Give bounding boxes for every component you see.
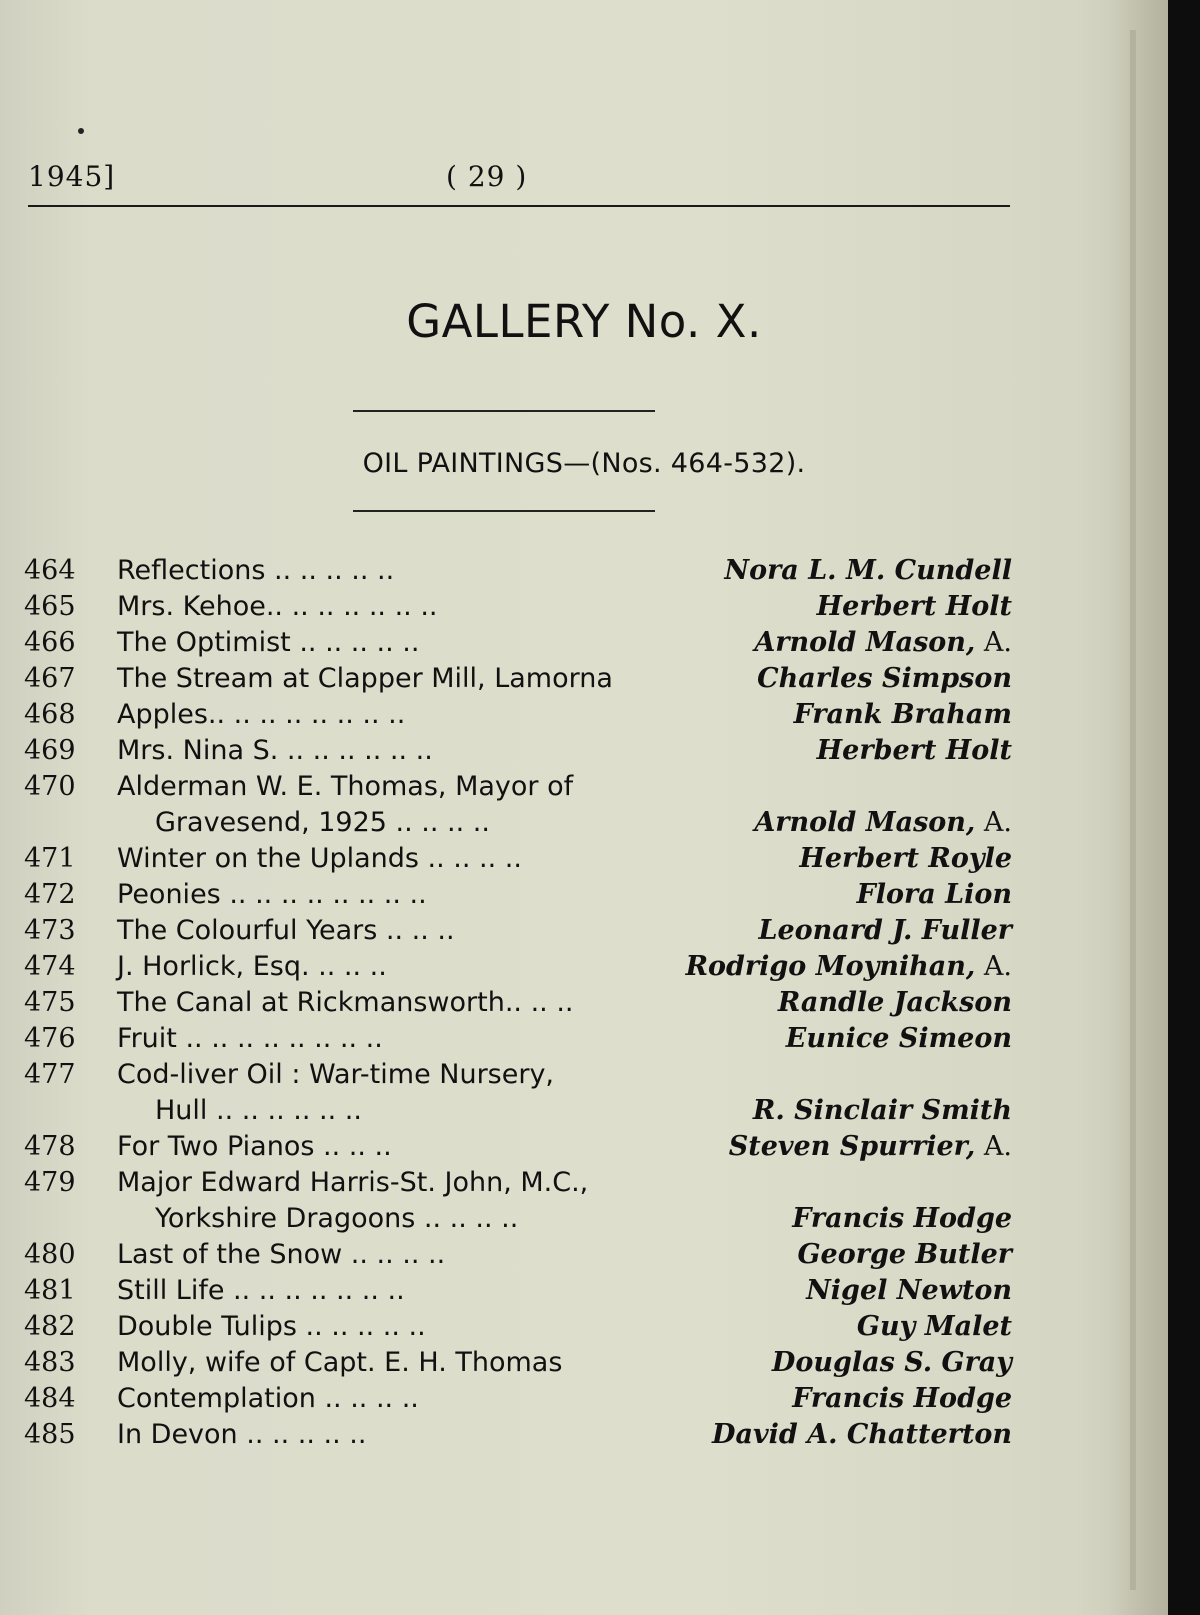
catalogue-entry — [24, 1057, 1012, 1129]
entry-title: Molly, wife of Capt. E. H. Thomas — [117, 1347, 563, 1378]
entry-number: 483 — [24, 1347, 76, 1378]
entry-artist — [792, 1201, 1012, 1237]
artist-name: Herbert Royle — [799, 843, 1012, 874]
title-rule — [353, 410, 655, 412]
artist-name: Rodrigo Moynihan, — [685, 951, 976, 982]
entry-title-continued: Yorkshire Dragoons .. .. .. .. — [155, 1203, 519, 1234]
catalogue-entry — [24, 697, 1012, 733]
entry-number: 466 — [24, 627, 76, 658]
entry-artist — [772, 1345, 1012, 1381]
painting-list — [24, 553, 1012, 1453]
gallery-title: GALLERY No. X. — [406, 295, 762, 348]
catalogue-entry — [24, 553, 1012, 589]
artist-name: George Butler — [797, 1239, 1012, 1270]
entry-title: Mrs. Nina S. .. .. .. .. .. .. — [117, 735, 433, 766]
entry-number: 480 — [24, 1239, 76, 1270]
entry-title: Last of the Snow .. .. .. .. — [117, 1239, 446, 1270]
header-rule — [28, 205, 1010, 207]
artist-name: Arnold Mason, — [754, 807, 976, 838]
entry-artist — [857, 877, 1012, 913]
catalogue-entry — [24, 733, 1012, 769]
subtitle-rule — [353, 510, 655, 512]
entry-artist — [757, 661, 1012, 697]
catalogue-entry — [24, 1273, 1012, 1309]
entry-number: 473 — [24, 915, 76, 946]
entry-title: The Optimist .. .. .. .. .. — [117, 627, 420, 658]
section-subtitle: OIL PAINTINGS—(Nos. 464-532). — [362, 448, 806, 479]
artist-name: Herbert Holt — [816, 735, 1012, 766]
catalogue-entry — [24, 1381, 1012, 1417]
artist-name: Randle Jackson — [777, 987, 1012, 1018]
entry-artist — [857, 1309, 1012, 1345]
artist-name: Douglas S. Gray — [771, 1347, 1012, 1378]
entry-artist — [712, 1417, 1012, 1453]
entry-title: J. Horlick, Esq. .. .. .. — [117, 951, 387, 982]
entry-title: The Colourful Years .. .. .. — [117, 915, 455, 946]
running-header — [28, 160, 1010, 200]
entry-artist — [786, 1021, 1012, 1057]
artist-name: Herbert Holt — [816, 591, 1012, 622]
entry-title: Mrs. Kehoe.. .. .. .. .. .. .. — [117, 591, 438, 622]
entry-number: 479 — [24, 1167, 76, 1198]
entry-artist — [729, 1129, 1012, 1165]
entry-title: Fruit .. .. .. .. .. .. .. .. — [117, 1023, 383, 1054]
artist-suffix: A. — [975, 627, 1012, 658]
entry-artist — [794, 697, 1012, 733]
catalogue-entry — [24, 1345, 1012, 1381]
entry-title: Double Tulips .. .. .. .. .. — [117, 1311, 426, 1342]
catalogue-entry — [24, 625, 1012, 661]
entry-title: Cod-liver Oil : War-time Nursery, — [117, 1059, 555, 1090]
entry-number: 464 — [24, 555, 76, 586]
entry-number: 478 — [24, 1131, 76, 1162]
entry-title: For Two Pianos .. .. .. — [117, 1131, 392, 1162]
entry-number: 471 — [24, 843, 76, 874]
artist-name: Francis Hodge — [792, 1203, 1012, 1234]
catalogue-entry — [24, 949, 1012, 985]
entry-artist — [778, 985, 1012, 1021]
entry-artist — [754, 625, 1012, 661]
artist-name: Flora Lion — [856, 879, 1012, 910]
entry-artist — [806, 1273, 1012, 1309]
entry-title-continued: Hull .. .. .. .. .. .. — [155, 1095, 362, 1126]
entry-number: 474 — [24, 951, 76, 982]
entry-title: The Stream at Clapper Mill, Lamorna — [117, 663, 613, 694]
catalogue-entry — [24, 1021, 1012, 1057]
entry-number: 481 — [24, 1275, 76, 1306]
ink-dot — [78, 128, 84, 134]
artist-name: Steven Spurrier, — [728, 1131, 976, 1162]
artist-name: Eunice Simeon — [785, 1023, 1012, 1054]
artist-name: Arnold Mason, — [754, 627, 976, 658]
entry-number: 467 — [24, 663, 76, 694]
catalogue-entry — [24, 985, 1012, 1021]
entry-artist — [724, 553, 1012, 589]
entry-title: Winter on the Uplands .. .. .. .. — [117, 843, 522, 874]
catalogue-entry — [24, 1309, 1012, 1345]
entry-title: Contemplation .. .. .. .. — [117, 1383, 419, 1414]
artist-suffix: A. — [975, 1131, 1012, 1162]
entry-number: 469 — [24, 735, 76, 766]
entry-title: Major Edward Harris-St. John, M.C., — [117, 1167, 589, 1198]
artist-name: Nigel Newton — [806, 1275, 1012, 1306]
artist-name: Francis Hodge — [792, 1383, 1012, 1414]
entry-title: The Canal at Rickmansworth.. .. .. — [117, 987, 574, 1018]
artist-suffix: A. — [975, 951, 1012, 982]
artist-name: David A. Chatterton — [712, 1419, 1012, 1450]
catalogue-entry — [24, 1129, 1012, 1165]
entry-title: Reflections .. .. .. .. .. — [117, 555, 395, 586]
entry-artist — [753, 1093, 1012, 1129]
entry-artist — [817, 589, 1012, 625]
entry-number: 485 — [24, 1419, 76, 1450]
entry-title: In Devon .. .. .. .. .. — [117, 1419, 367, 1450]
artist-name: Leonard J. Fuller — [758, 915, 1012, 946]
artist-suffix: A. — [975, 807, 1012, 838]
entry-artist — [799, 841, 1012, 877]
page-edge — [1130, 30, 1136, 1590]
entry-artist — [758, 913, 1012, 949]
entry-number: 465 — [24, 591, 76, 622]
header-page-number: ( 29 ) — [446, 160, 528, 193]
entry-number: 472 — [24, 879, 76, 910]
catalogue-entry — [24, 1417, 1012, 1453]
artist-name: Guy Malet — [856, 1311, 1012, 1342]
entry-title: Still Life .. .. .. .. .. .. .. — [117, 1275, 405, 1306]
catalogue-entry — [24, 589, 1012, 625]
entry-title: Alderman W. E. Thomas, Mayor of — [117, 771, 574, 802]
artist-name: R. Sinclair Smith — [752, 1095, 1012, 1126]
artist-name: Frank Braham — [793, 699, 1012, 730]
entry-number: 484 — [24, 1383, 76, 1414]
entry-number: 468 — [24, 699, 76, 730]
catalogue-entry — [24, 841, 1012, 877]
entry-title: Peonies .. .. .. .. .. .. .. .. — [117, 879, 427, 910]
catalogue-entry — [24, 1165, 1012, 1237]
entry-artist — [792, 1381, 1012, 1417]
catalogue-entry — [24, 1237, 1012, 1273]
entry-number: 475 — [24, 987, 76, 1018]
entry-number: 482 — [24, 1311, 76, 1342]
catalogue-entry — [24, 661, 1012, 697]
entry-number: 476 — [24, 1023, 76, 1054]
entry-artist — [817, 733, 1012, 769]
entry-title: Apples.. .. .. .. .. .. .. .. — [117, 699, 406, 730]
entry-artist — [797, 1237, 1012, 1273]
artist-name: Nora L. M. Cundell — [724, 555, 1012, 586]
entry-title-continued: Gravesend, 1925 .. .. .. .. — [155, 807, 490, 838]
artist-name: Charles Simpson — [757, 663, 1012, 694]
catalogue-entry — [24, 769, 1012, 841]
catalogue-entry — [24, 913, 1012, 949]
header-year: 1945] — [28, 160, 116, 193]
entry-number: 477 — [24, 1059, 76, 1090]
catalogue-entry — [24, 877, 1012, 913]
entry-number: 470 — [24, 771, 76, 802]
entry-artist — [754, 805, 1012, 841]
entry-artist — [686, 949, 1012, 985]
